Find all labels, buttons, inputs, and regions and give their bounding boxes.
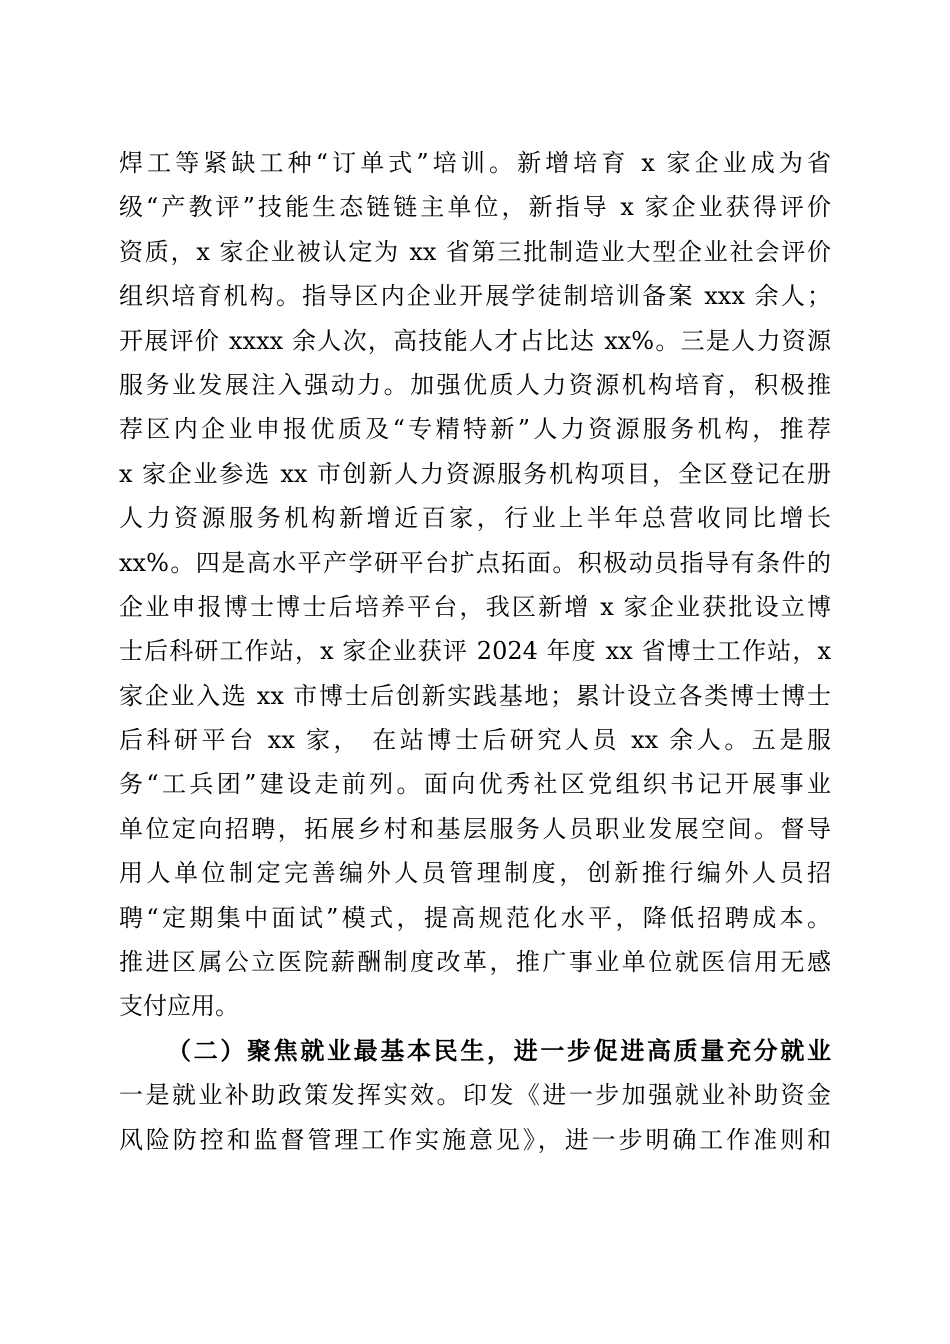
text-line: 单位定向招聘，拓展乡村和基层服务人员职业发展空间。督导 [119, 814, 831, 843]
text-line: 一是就业补助政策发挥实效。印发《进一步加强就业补助资金 [119, 1081, 831, 1110]
text-line: 企业申报博士博士后培养平台，我区新增 x 家企业获批设立博 [119, 592, 831, 621]
text-line: 推进区属公立医院薪酬制度改革，推广事业单位就医信用无感 [119, 948, 831, 977]
text-line: 风险防控和监督管理工作实施意见》，进一步明确工作准则和 [119, 1125, 831, 1154]
section-heading: （二）聚焦就业最基本民生，进一步促进高质量充分就业 [167, 1035, 831, 1065]
text-line: 家企业入选 xx 市博士后创新实践基地；累计设立各类博士博士 [119, 681, 831, 710]
text-line: x 家企业参选 xx 市创新人力资源服务机构项目，全区登记在册 [119, 459, 831, 488]
text-line: 组织培育机构。指导区内企业开展学徒制培训备案 xxx 余人； [119, 282, 831, 311]
text-line: 聘“定期集中面试”模式，提高规范化水平，降低招聘成本。 [119, 903, 831, 932]
text-line: 荐区内企业申报优质及“专精特新”人力资源服务机构，推荐 [119, 415, 831, 444]
text-line: 士后科研工作站，x 家企业获评 2024 年度 xx 省博士工作站，x [119, 637, 831, 666]
text-line: 后科研平台 xx 家， 在站博士后研究人员 xx 余人。五是服 [119, 726, 831, 755]
text-line: 务“工兵团”建设走前列。面向优秀社区党组织书记开展事业 [119, 770, 831, 799]
text-line: 资质，x 家企业被认定为 xx 省第三批制造业大型企业社会评价 [119, 237, 831, 266]
text-line: 焊工等紧缺工种“订单式”培训。新增培育 x 家企业成为省 [119, 149, 831, 177]
text-line: 开展评价 xxxx 余人次，高技能人才占比达 xx%。三是人力资源 [119, 326, 831, 355]
text-line: 级“产教评”技能生态链链主单位，新指导 x 家企业获得评价 [119, 193, 831, 222]
body-text [119, 141, 831, 1162]
paragraph-last-line: 支付应用。 [119, 992, 239, 1021]
text-line: 服务业发展注入强动力。加强优质人力资源机构培育，积极推 [119, 370, 831, 399]
text-line: xx%。四是高水平产学研平台扩点拓面。积极动员指导有条件的 [119, 548, 831, 577]
text-line: 人力资源服务机构新增近百家，行业上半年总营收同比增长 [119, 504, 831, 533]
text-line: 用人单位制定完善编外人员管理制度，创新推行编外人员招 [119, 859, 831, 888]
